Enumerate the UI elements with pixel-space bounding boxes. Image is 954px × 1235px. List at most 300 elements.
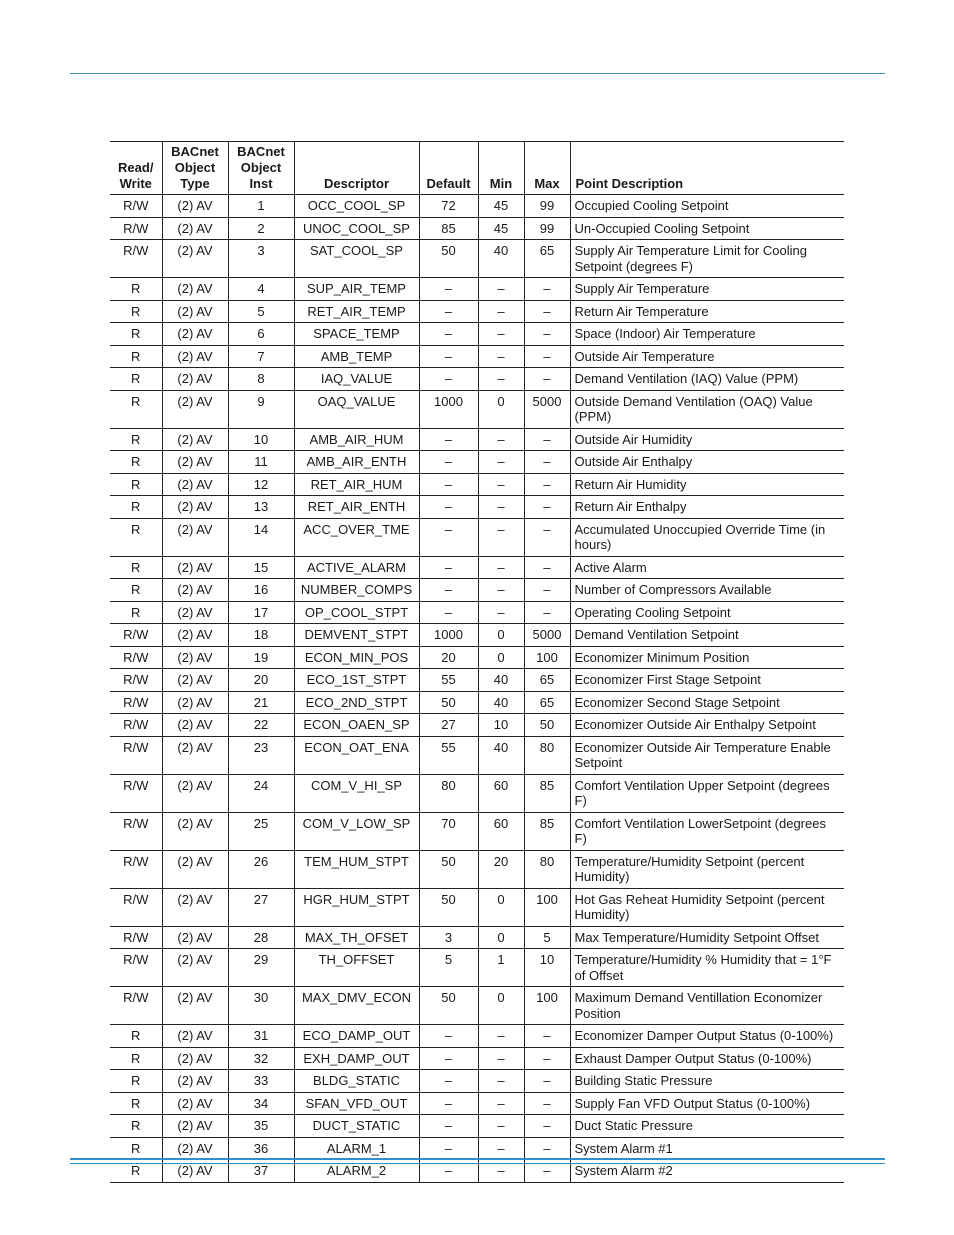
default-cell: – xyxy=(419,323,478,346)
table-row xyxy=(110,812,844,850)
table-row xyxy=(110,624,844,647)
object-type-cell: (2) AV xyxy=(162,1115,228,1138)
default-cell: – xyxy=(419,1070,478,1093)
descriptor-cell: UNOC_COOL_SP xyxy=(294,217,419,240)
object-type-cell: (2) AV xyxy=(162,691,228,714)
col-header-read-write: Read/ Write xyxy=(110,142,162,195)
descriptor-cell: SPACE_TEMP xyxy=(294,323,419,346)
read-write-cell: R xyxy=(110,496,162,519)
default-cell: – xyxy=(419,428,478,451)
object-inst-cell: 37 xyxy=(228,1160,294,1183)
read-write-cell: R xyxy=(110,473,162,496)
point-description-cell: Accumulated Unoccupied Override Time (in hours) xyxy=(570,518,844,556)
object-inst-cell: 15 xyxy=(228,556,294,579)
min-cell: 45 xyxy=(478,217,524,240)
point-description-cell: System Alarm #2 xyxy=(570,1160,844,1183)
max-cell: – xyxy=(524,496,570,519)
point-description-cell: Outside Air Humidity xyxy=(570,428,844,451)
read-write-cell: R xyxy=(110,323,162,346)
point-description-cell: Number of Compressors Available xyxy=(570,579,844,602)
default-cell: 80 xyxy=(419,774,478,812)
object-type-cell: (2) AV xyxy=(162,646,228,669)
descriptor-cell: ALARM_1 xyxy=(294,1137,419,1160)
object-type-cell: (2) AV xyxy=(162,496,228,519)
min-cell: 0 xyxy=(478,624,524,647)
min-cell: 40 xyxy=(478,736,524,774)
descriptor-cell: MAX_TH_OFSET xyxy=(294,926,419,949)
table-row xyxy=(110,473,844,496)
max-cell: 65 xyxy=(524,240,570,278)
max-cell: – xyxy=(524,1160,570,1183)
object-inst-cell: 1 xyxy=(228,195,294,218)
table-row xyxy=(110,691,844,714)
read-write-cell: R xyxy=(110,345,162,368)
object-type-cell: (2) AV xyxy=(162,714,228,737)
max-cell: – xyxy=(524,556,570,579)
descriptor-cell: ECO_1ST_STPT xyxy=(294,669,419,692)
descriptor-cell: COM_V_LOW_SP xyxy=(294,812,419,850)
default-cell: – xyxy=(419,1137,478,1160)
descriptor-cell: AMB_AIR_ENTH xyxy=(294,451,419,474)
point-description-cell: Economizer Outside Air Enthalpy Setpoint xyxy=(570,714,844,737)
read-write-cell: R xyxy=(110,1047,162,1070)
default-cell: – xyxy=(419,1115,478,1138)
descriptor-cell: HGR_HUM_STPT xyxy=(294,888,419,926)
default-cell: 1000 xyxy=(419,624,478,647)
read-write-cell: R xyxy=(110,556,162,579)
descriptor-cell: IAQ_VALUE xyxy=(294,368,419,391)
table-row xyxy=(110,1025,844,1048)
object-inst-cell: 8 xyxy=(228,368,294,391)
object-type-cell: (2) AV xyxy=(162,518,228,556)
table-row xyxy=(110,518,844,556)
min-cell: 0 xyxy=(478,646,524,669)
descriptor-cell: SAT_COOL_SP xyxy=(294,240,419,278)
read-write-cell: R/W xyxy=(110,987,162,1025)
object-type-cell: (2) AV xyxy=(162,278,228,301)
read-write-cell: R xyxy=(110,1137,162,1160)
descriptor-cell: TH_OFFSET xyxy=(294,949,419,987)
point-description-cell: Occupied Cooling Setpoint xyxy=(570,195,844,218)
point-description-cell: Demand Ventilation Setpoint xyxy=(570,624,844,647)
point-description-cell: Building Static Pressure xyxy=(570,1070,844,1093)
table-row xyxy=(110,601,844,624)
point-description-cell: Economizer Minimum Position xyxy=(570,646,844,669)
descriptor-cell: ECO_2ND_STPT xyxy=(294,691,419,714)
min-cell: – xyxy=(478,323,524,346)
min-cell: 45 xyxy=(478,195,524,218)
max-cell: 50 xyxy=(524,714,570,737)
object-type-cell: (2) AV xyxy=(162,428,228,451)
min-cell: – xyxy=(478,1070,524,1093)
default-cell: 50 xyxy=(419,987,478,1025)
object-type-cell: (2) AV xyxy=(162,556,228,579)
default-cell: – xyxy=(419,345,478,368)
min-cell: 40 xyxy=(478,691,524,714)
descriptor-cell: RET_AIR_TEMP xyxy=(294,300,419,323)
object-type-cell: (2) AV xyxy=(162,345,228,368)
read-write-cell: R xyxy=(110,1160,162,1183)
object-inst-cell: 5 xyxy=(228,300,294,323)
default-cell: – xyxy=(419,556,478,579)
descriptor-cell: DUCT_STATIC xyxy=(294,1115,419,1138)
object-type-cell: (2) AV xyxy=(162,601,228,624)
min-cell: – xyxy=(478,278,524,301)
object-inst-cell: 32 xyxy=(228,1047,294,1070)
object-inst-cell: 33 xyxy=(228,1070,294,1093)
max-cell: 5000 xyxy=(524,624,570,647)
default-cell: – xyxy=(419,278,478,301)
descriptor-cell: MAX_DMV_ECON xyxy=(294,987,419,1025)
point-description-cell: Maximum Demand Ventillation Economizer Position xyxy=(570,987,844,1025)
point-description-cell: Exhaust Damper Output Status (0-100%) xyxy=(570,1047,844,1070)
object-type-cell: (2) AV xyxy=(162,300,228,323)
object-type-cell: (2) AV xyxy=(162,1047,228,1070)
default-cell: 50 xyxy=(419,691,478,714)
object-type-cell: (2) AV xyxy=(162,774,228,812)
object-inst-cell: 19 xyxy=(228,646,294,669)
max-cell: – xyxy=(524,368,570,391)
max-cell: 100 xyxy=(524,987,570,1025)
read-write-cell: R/W xyxy=(110,195,162,218)
footer-rule-thin xyxy=(70,1163,885,1164)
default-cell: 5 xyxy=(419,949,478,987)
min-cell: – xyxy=(478,1115,524,1138)
point-description-cell: Demand Ventilation (IAQ) Value (PPM) xyxy=(570,368,844,391)
read-write-cell: R/W xyxy=(110,669,162,692)
descriptor-cell: ECON_OAEN_SP xyxy=(294,714,419,737)
object-inst-cell: 31 xyxy=(228,1025,294,1048)
object-inst-cell: 35 xyxy=(228,1115,294,1138)
read-write-cell: R xyxy=(110,1115,162,1138)
min-cell: 60 xyxy=(478,812,524,850)
object-inst-cell: 13 xyxy=(228,496,294,519)
descriptor-cell: TEM_HUM_STPT xyxy=(294,850,419,888)
min-cell: – xyxy=(478,1160,524,1183)
table-row xyxy=(110,714,844,737)
object-type-cell: (2) AV xyxy=(162,368,228,391)
descriptor-cell: DEMVENT_STPT xyxy=(294,624,419,647)
max-cell: 80 xyxy=(524,736,570,774)
table-header-row xyxy=(110,142,844,195)
object-type-cell: (2) AV xyxy=(162,217,228,240)
descriptor-cell: EXH_DAMP_OUT xyxy=(294,1047,419,1070)
table-row xyxy=(110,736,844,774)
point-description-cell: Space (Indoor) Air Temperature xyxy=(570,323,844,346)
point-description-cell: Max Temperature/Humidity Setpoint Offset xyxy=(570,926,844,949)
object-type-cell: (2) AV xyxy=(162,949,228,987)
read-write-cell: R xyxy=(110,390,162,428)
descriptor-cell: ECO_DAMP_OUT xyxy=(294,1025,419,1048)
min-cell: 10 xyxy=(478,714,524,737)
object-type-cell: (2) AV xyxy=(162,812,228,850)
point-description-cell: Un-Occupied Cooling Setpoint xyxy=(570,217,844,240)
object-inst-cell: 23 xyxy=(228,736,294,774)
object-type-cell: (2) AV xyxy=(162,1137,228,1160)
max-cell: 85 xyxy=(524,774,570,812)
table-row xyxy=(110,579,844,602)
object-type-cell: (2) AV xyxy=(162,579,228,602)
object-type-cell: (2) AV xyxy=(162,987,228,1025)
point-description-cell: Outside Air Enthalpy xyxy=(570,451,844,474)
min-cell: – xyxy=(478,518,524,556)
max-cell: 85 xyxy=(524,812,570,850)
read-write-cell: R xyxy=(110,1025,162,1048)
object-type-cell: (2) AV xyxy=(162,240,228,278)
read-write-cell: R xyxy=(110,278,162,301)
max-cell: – xyxy=(524,1092,570,1115)
object-type-cell: (2) AV xyxy=(162,669,228,692)
table-row xyxy=(110,1137,844,1160)
object-type-cell: (2) AV xyxy=(162,451,228,474)
table-row xyxy=(110,195,844,218)
bacnet-points-table xyxy=(110,141,844,1183)
default-cell: 55 xyxy=(419,736,478,774)
table-row xyxy=(110,1092,844,1115)
max-cell: – xyxy=(524,473,570,496)
min-cell: – xyxy=(478,451,524,474)
point-description-cell: Comfort Ventilation LowerSetpoint (degrees F) xyxy=(570,812,844,850)
object-type-cell: (2) AV xyxy=(162,888,228,926)
max-cell: – xyxy=(524,518,570,556)
object-inst-cell: 12 xyxy=(228,473,294,496)
read-write-cell: R xyxy=(110,1070,162,1093)
min-cell: – xyxy=(478,368,524,391)
table-row xyxy=(110,496,844,519)
object-type-cell: (2) AV xyxy=(162,850,228,888)
table-body xyxy=(110,195,844,1183)
max-cell: – xyxy=(524,278,570,301)
read-write-cell: R/W xyxy=(110,691,162,714)
col-header-object-inst: BACnet Object Inst xyxy=(228,142,294,195)
table-row xyxy=(110,323,844,346)
default-cell: – xyxy=(419,579,478,602)
read-write-cell: R/W xyxy=(110,217,162,240)
object-type-cell: (2) AV xyxy=(162,1070,228,1093)
min-cell: – xyxy=(478,1047,524,1070)
object-type-cell: (2) AV xyxy=(162,323,228,346)
max-cell: – xyxy=(524,300,570,323)
default-cell: – xyxy=(419,451,478,474)
min-cell: 40 xyxy=(478,240,524,278)
max-cell: 65 xyxy=(524,669,570,692)
col-header-default: Default xyxy=(419,142,478,195)
object-inst-cell: 10 xyxy=(228,428,294,451)
max-cell: 5 xyxy=(524,926,570,949)
col-header-min: Min xyxy=(478,142,524,195)
read-write-cell: R xyxy=(110,451,162,474)
table-row xyxy=(110,669,844,692)
point-description-cell: Temperature/Humidity Setpoint (percent Humidity) xyxy=(570,850,844,888)
max-cell: – xyxy=(524,1047,570,1070)
default-cell: 55 xyxy=(419,669,478,692)
min-cell: – xyxy=(478,579,524,602)
descriptor-cell: RET_AIR_ENTH xyxy=(294,496,419,519)
read-write-cell: R/W xyxy=(110,714,162,737)
max-cell: 99 xyxy=(524,195,570,218)
min-cell: – xyxy=(478,1137,524,1160)
default-cell: – xyxy=(419,496,478,519)
object-inst-cell: 18 xyxy=(228,624,294,647)
object-type-cell: (2) AV xyxy=(162,473,228,496)
min-cell: 1 xyxy=(478,949,524,987)
descriptor-cell: ACC_OVER_TME xyxy=(294,518,419,556)
table-row xyxy=(110,428,844,451)
object-inst-cell: 21 xyxy=(228,691,294,714)
object-type-cell: (2) AV xyxy=(162,736,228,774)
min-cell: – xyxy=(478,428,524,451)
default-cell: 27 xyxy=(419,714,478,737)
descriptor-cell: ECON_OAT_ENA xyxy=(294,736,419,774)
read-write-cell: R/W xyxy=(110,624,162,647)
object-inst-cell: 14 xyxy=(228,518,294,556)
read-write-cell: R/W xyxy=(110,736,162,774)
table-row xyxy=(110,646,844,669)
descriptor-cell: AMB_TEMP xyxy=(294,345,419,368)
point-description-cell: Operating Cooling Setpoint xyxy=(570,601,844,624)
read-write-cell: R xyxy=(110,368,162,391)
col-header-descriptor: Descriptor xyxy=(294,142,419,195)
read-write-cell: R xyxy=(110,1092,162,1115)
read-write-cell: R/W xyxy=(110,850,162,888)
min-cell: – xyxy=(478,1092,524,1115)
point-description-cell: Active Alarm xyxy=(570,556,844,579)
table-row xyxy=(110,774,844,812)
max-cell: – xyxy=(524,1025,570,1048)
object-type-cell: (2) AV xyxy=(162,195,228,218)
object-inst-cell: 34 xyxy=(228,1092,294,1115)
object-inst-cell: 3 xyxy=(228,240,294,278)
max-cell: – xyxy=(524,428,570,451)
read-write-cell: R xyxy=(110,601,162,624)
object-type-cell: (2) AV xyxy=(162,624,228,647)
descriptor-cell: ECON_MIN_POS xyxy=(294,646,419,669)
read-write-cell: R/W xyxy=(110,812,162,850)
col-header-max: Max xyxy=(524,142,570,195)
min-cell: 20 xyxy=(478,850,524,888)
header-rule xyxy=(70,73,885,74)
max-cell: 5000 xyxy=(524,390,570,428)
default-cell: 1000 xyxy=(419,390,478,428)
default-cell: 70 xyxy=(419,812,478,850)
table-row xyxy=(110,217,844,240)
default-cell: – xyxy=(419,368,478,391)
max-cell: 10 xyxy=(524,949,570,987)
table-row xyxy=(110,926,844,949)
point-description-cell: Hot Gas Reheat Humidity Setpoint (percent Humidity) xyxy=(570,888,844,926)
min-cell: 40 xyxy=(478,669,524,692)
point-description-cell: Duct Static Pressure xyxy=(570,1115,844,1138)
default-cell: – xyxy=(419,1025,478,1048)
point-description-cell: Economizer Outside Air Temperature Enable Setpoint xyxy=(570,736,844,774)
descriptor-cell: OAQ_VALUE xyxy=(294,390,419,428)
default-cell: – xyxy=(419,1047,478,1070)
read-write-cell: R/W xyxy=(110,926,162,949)
descriptor-cell: RET_AIR_HUM xyxy=(294,473,419,496)
object-inst-cell: 7 xyxy=(228,345,294,368)
default-cell: – xyxy=(419,473,478,496)
descriptor-cell: SFAN_VFD_OUT xyxy=(294,1092,419,1115)
min-cell: 60 xyxy=(478,774,524,812)
point-description-cell: Return Air Humidity xyxy=(570,473,844,496)
object-inst-cell: 24 xyxy=(228,774,294,812)
min-cell: 0 xyxy=(478,987,524,1025)
table-row xyxy=(110,1047,844,1070)
object-type-cell: (2) AV xyxy=(162,1025,228,1048)
col-header-object-type: BACnet Object Type xyxy=(162,142,228,195)
point-description-cell: Economizer Damper Output Status (0-100%) xyxy=(570,1025,844,1048)
descriptor-cell: AMB_AIR_HUM xyxy=(294,428,419,451)
read-write-cell: R/W xyxy=(110,240,162,278)
min-cell: – xyxy=(478,496,524,519)
table-row xyxy=(110,300,844,323)
max-cell: – xyxy=(524,601,570,624)
descriptor-cell: COM_V_HI_SP xyxy=(294,774,419,812)
table-row xyxy=(110,368,844,391)
object-inst-cell: 27 xyxy=(228,888,294,926)
max-cell: 100 xyxy=(524,646,570,669)
default-cell: 20 xyxy=(419,646,478,669)
read-write-cell: R/W xyxy=(110,949,162,987)
table-row xyxy=(110,556,844,579)
object-type-cell: (2) AV xyxy=(162,926,228,949)
object-inst-cell: 17 xyxy=(228,601,294,624)
max-cell: – xyxy=(524,345,570,368)
table-row xyxy=(110,451,844,474)
col-header-point-description: Point Description xyxy=(570,142,844,195)
read-write-cell: R xyxy=(110,428,162,451)
read-write-cell: R/W xyxy=(110,888,162,926)
point-description-cell: Supply Air Temperature xyxy=(570,278,844,301)
table-row xyxy=(110,850,844,888)
default-cell: 50 xyxy=(419,240,478,278)
object-inst-cell: 4 xyxy=(228,278,294,301)
max-cell: 80 xyxy=(524,850,570,888)
default-cell: – xyxy=(419,1160,478,1183)
default-cell: 50 xyxy=(419,888,478,926)
max-cell: – xyxy=(524,451,570,474)
default-cell: – xyxy=(419,601,478,624)
object-inst-cell: 30 xyxy=(228,987,294,1025)
default-cell: 72 xyxy=(419,195,478,218)
default-cell: 3 xyxy=(419,926,478,949)
table-row xyxy=(110,240,844,278)
table-row xyxy=(110,888,844,926)
default-cell: 50 xyxy=(419,850,478,888)
read-write-cell: R xyxy=(110,300,162,323)
object-inst-cell: 11 xyxy=(228,451,294,474)
table-row xyxy=(110,345,844,368)
point-description-cell: Outside Air Temperature xyxy=(570,345,844,368)
max-cell: – xyxy=(524,1115,570,1138)
read-write-cell: R xyxy=(110,518,162,556)
point-description-cell: Outside Demand Ventilation (OAQ) Value (PPM) xyxy=(570,390,844,428)
descriptor-cell: BLDG_STATIC xyxy=(294,1070,419,1093)
read-write-cell: R/W xyxy=(110,646,162,669)
point-description-cell: System Alarm #1 xyxy=(570,1137,844,1160)
object-inst-cell: 29 xyxy=(228,949,294,987)
max-cell: – xyxy=(524,1137,570,1160)
max-cell: – xyxy=(524,323,570,346)
object-inst-cell: 25 xyxy=(228,812,294,850)
min-cell: – xyxy=(478,1025,524,1048)
min-cell: – xyxy=(478,473,524,496)
max-cell: – xyxy=(524,1070,570,1093)
object-inst-cell: 16 xyxy=(228,579,294,602)
object-type-cell: (2) AV xyxy=(162,1160,228,1183)
min-cell: 0 xyxy=(478,888,524,926)
point-description-cell: Supply Fan VFD Output Status (0-100%) xyxy=(570,1092,844,1115)
